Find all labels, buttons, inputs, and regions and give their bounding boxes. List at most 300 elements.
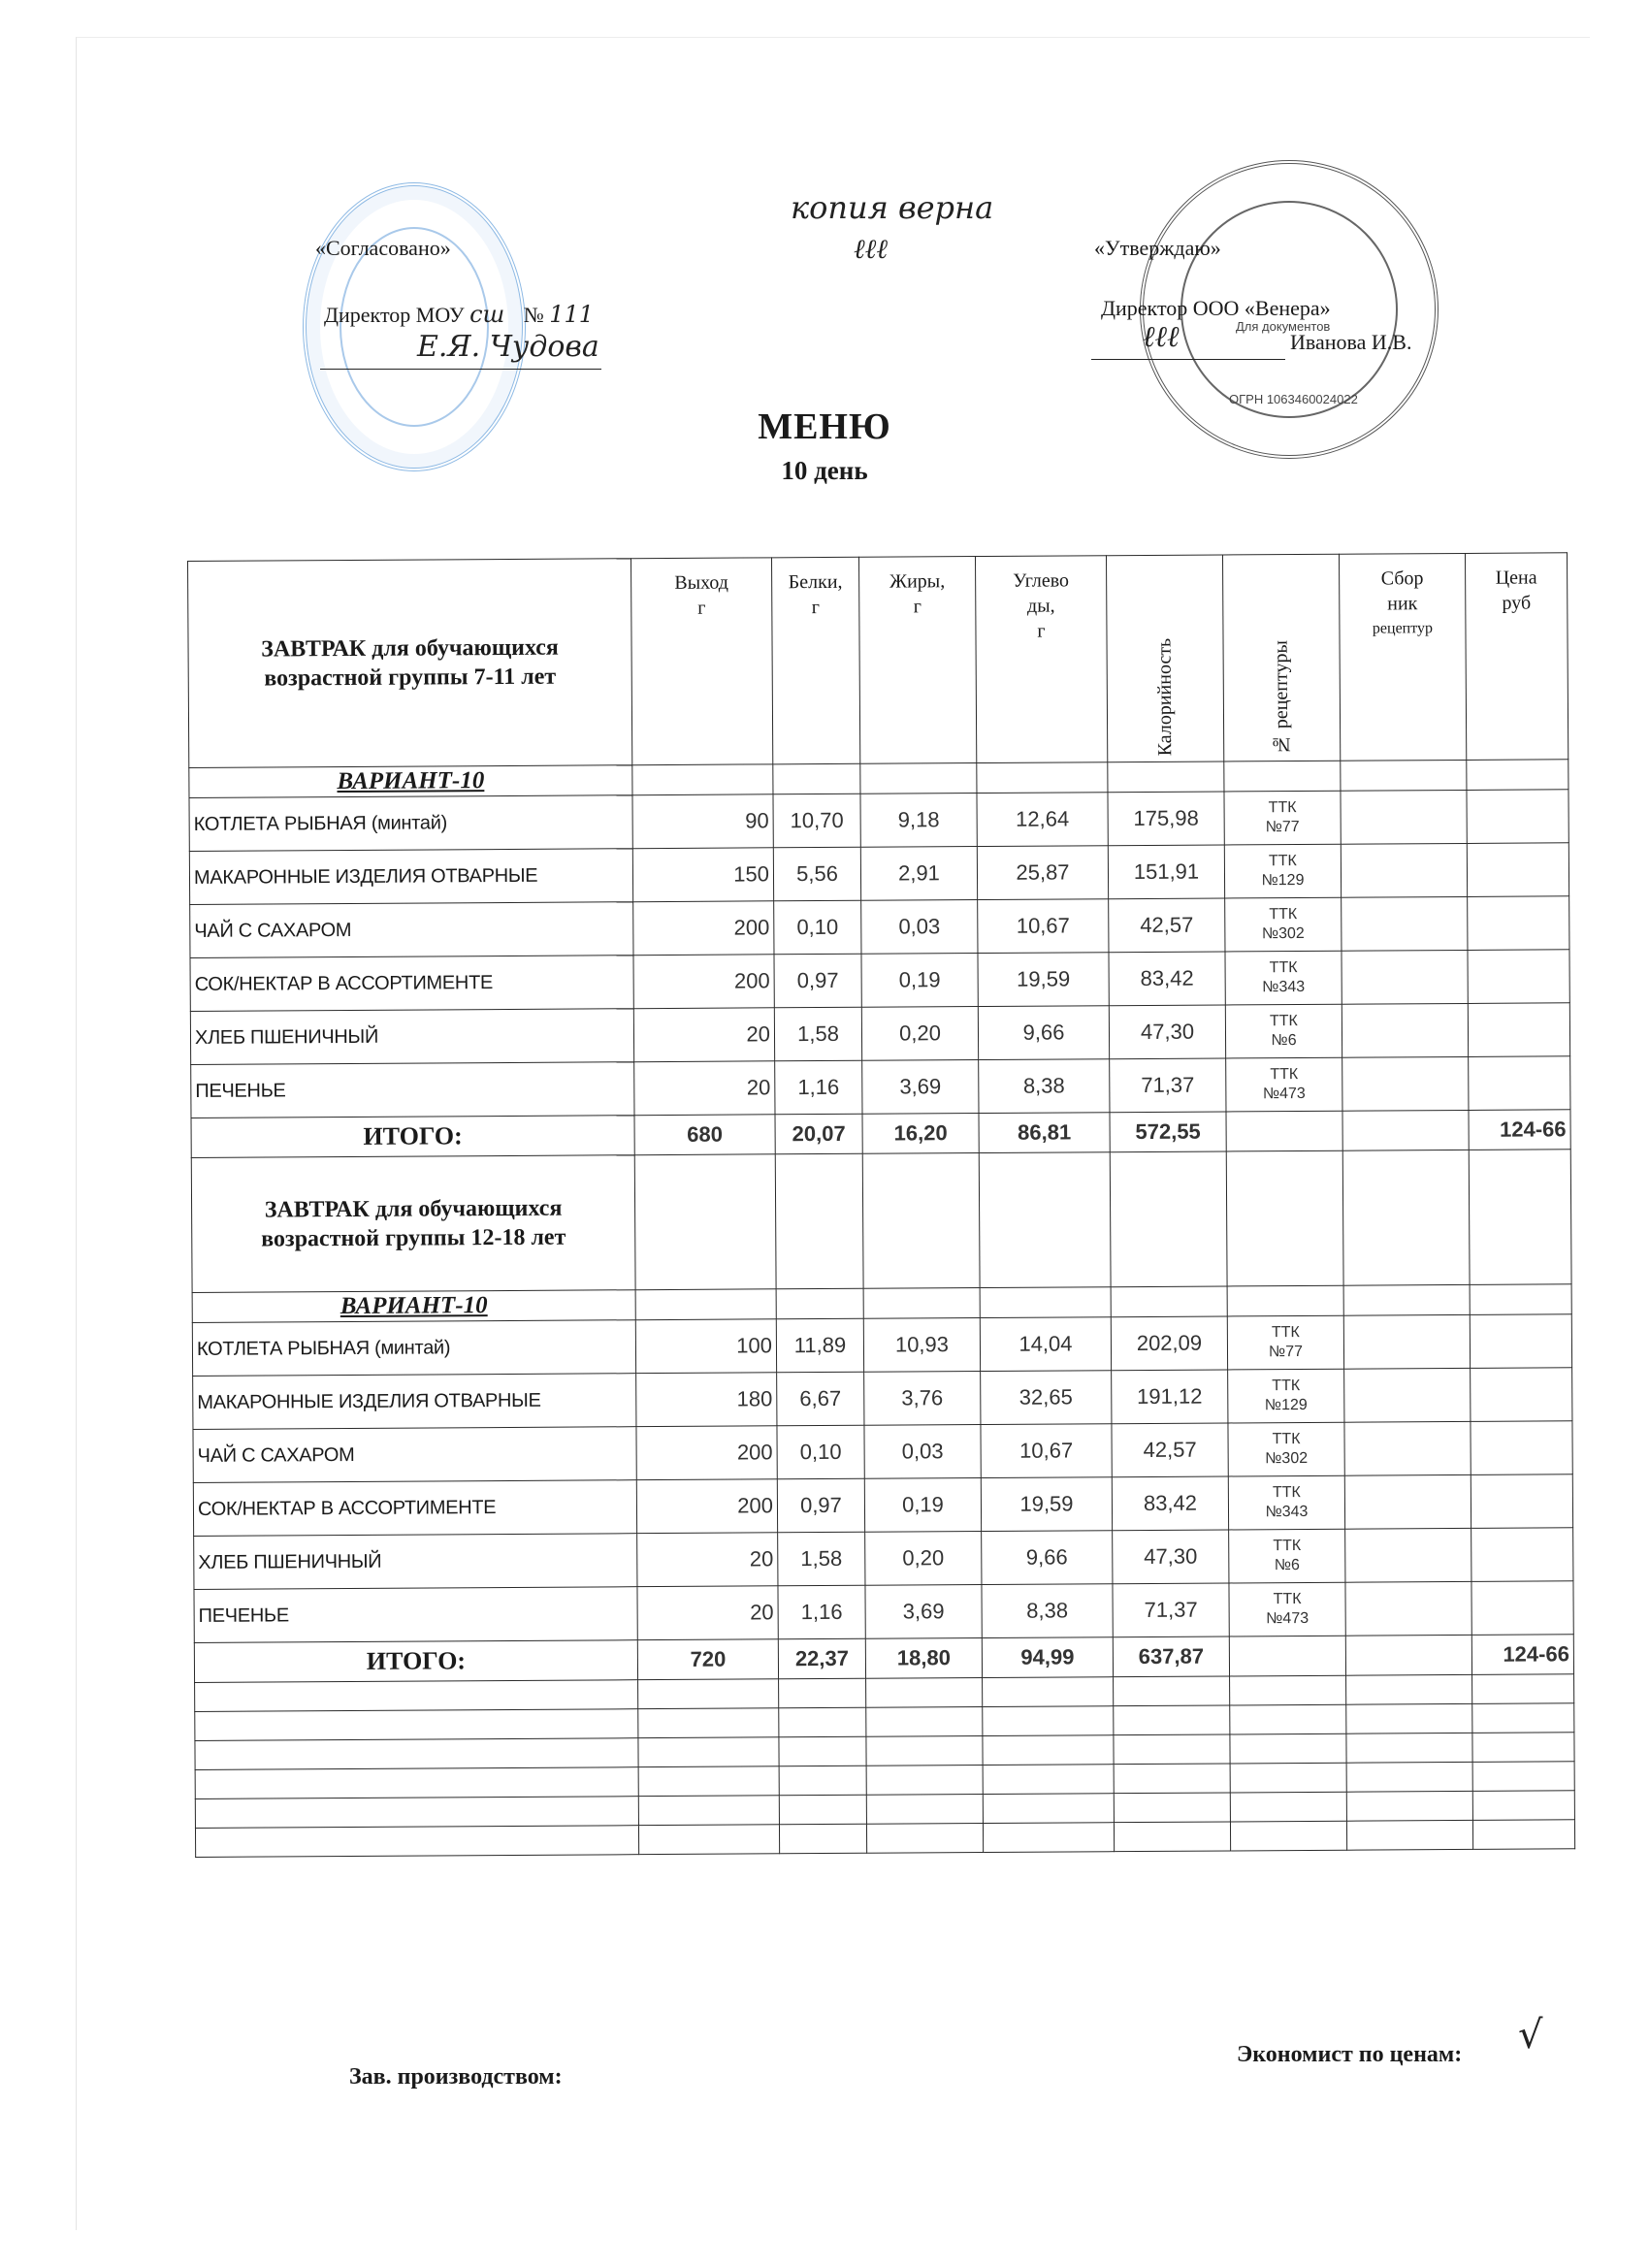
carbs-grams: 19,59 <box>978 953 1109 1007</box>
recipe-id: №129 <box>1261 871 1305 890</box>
total-protein: 20,07 <box>775 1114 862 1154</box>
empty-cell <box>635 1289 776 1320</box>
fat-grams: 9,18 <box>860 794 977 848</box>
dish-name: ХЛЕБ ПШЕНИЧНЫЙ <box>190 1009 633 1065</box>
col-header-recipe-collection <box>1339 553 1466 761</box>
recipe-collection <box>1342 896 1468 951</box>
empty-cell <box>775 1153 863 1289</box>
total-output: 720 <box>637 1639 778 1680</box>
recipe-type: ТТК <box>1271 1324 1300 1342</box>
stamp-small-text: Для документов <box>1236 319 1331 334</box>
empty-cell <box>866 1766 983 1796</box>
output-grams: 20 <box>634 1061 775 1116</box>
empty-cell <box>977 762 1108 794</box>
protein-grams: 10,70 <box>773 794 860 848</box>
price <box>1467 790 1568 844</box>
empty-cell <box>632 764 773 795</box>
dish-name: ХЛЕБ ПШЕНИЧНЫЙ <box>194 1534 637 1590</box>
output-grams: 90 <box>632 794 773 849</box>
table-row <box>191 1056 1570 1118</box>
fat-grams: 3,69 <box>862 1060 979 1115</box>
recipe-number <box>1228 1422 1344 1476</box>
fat-grams: 0,03 <box>864 1425 981 1479</box>
recipe-collection <box>1344 1421 1471 1475</box>
fat-grams: 0,20 <box>865 1532 982 1586</box>
header-text: Углево <box>1013 569 1070 592</box>
position-prefix: Директор МОУ <box>324 303 465 327</box>
empty-cell <box>866 1707 983 1737</box>
empty-rows <box>195 1674 1575 1858</box>
carbs-grams: 25,87 <box>977 846 1108 900</box>
empty-cell <box>866 1678 983 1708</box>
price <box>1471 1368 1572 1422</box>
position-handwritten: сш <box>469 301 505 328</box>
recipe-number <box>1225 951 1342 1005</box>
section-1-title <box>188 559 632 768</box>
calories: 42,57 <box>1112 1423 1228 1477</box>
recipe-collection <box>1342 1003 1468 1057</box>
calories: 47,30 <box>1109 1005 1225 1059</box>
dish-name: ЧАЙ С САХАРОМ <box>190 902 633 958</box>
empty-cell <box>779 1707 866 1737</box>
empty-cell <box>195 1680 638 1712</box>
output-grams: 180 <box>636 1373 777 1427</box>
protein-grams: 1,58 <box>778 1532 865 1586</box>
empty-cell <box>1342 1150 1470 1285</box>
empty-cell <box>638 1737 779 1767</box>
empty-cell <box>983 1677 1114 1707</box>
carbs-grams: 10,67 <box>978 899 1109 954</box>
recipe-collection <box>1341 843 1467 897</box>
protein-grams: 1,16 <box>778 1585 865 1639</box>
protein-grams: 0,10 <box>777 1425 864 1479</box>
recipe-type: ТТК <box>1269 959 1298 977</box>
header-text: Сбор <box>1380 567 1424 590</box>
total-carbs: 94,99 <box>982 1637 1113 1678</box>
header-text: ды, <box>1026 595 1055 617</box>
recipe-type: ТТК <box>1273 1591 1302 1608</box>
empty-cell <box>1469 1150 1571 1285</box>
empty-cell <box>773 763 860 794</box>
empty-cell <box>1343 1284 1470 1315</box>
recipe-id: №77 <box>1268 1343 1304 1361</box>
empty-cell <box>638 1766 779 1797</box>
recipe-id: №77 <box>1265 819 1300 836</box>
price <box>1471 1581 1573 1636</box>
output-grams: 20 <box>637 1586 778 1640</box>
empty-cell <box>1341 760 1467 791</box>
empty-cell <box>1342 1110 1469 1150</box>
empty-cell <box>1346 1762 1472 1792</box>
calories: 175,98 <box>1108 792 1224 846</box>
dish-name: СОК/НЕКТАР В АССОРТИМЕНТЕ <box>193 1480 636 1537</box>
fat-grams: 3,76 <box>864 1372 981 1426</box>
calories: 151,91 <box>1108 845 1224 899</box>
empty-cell <box>638 1708 779 1738</box>
header-text: № рецептуры <box>1270 639 1293 756</box>
calories: 71,37 <box>1113 1583 1229 1637</box>
price <box>1468 1003 1569 1057</box>
recipe-id: №6 <box>1271 1032 1297 1050</box>
empty-cell <box>638 1679 779 1709</box>
recipe-type: ТТК <box>1272 1377 1301 1395</box>
recipe-number <box>1229 1582 1345 1636</box>
fat-grams: 3,69 <box>865 1585 982 1639</box>
section-2-header-row <box>191 1150 1571 1293</box>
total-fat: 18,80 <box>865 1638 982 1679</box>
carbs-grams: 9,66 <box>982 1531 1113 1585</box>
empty-cell <box>1224 761 1341 792</box>
recipe-collection <box>1345 1581 1471 1636</box>
col-header-carbs <box>975 556 1107 763</box>
empty-cell <box>980 1287 1111 1318</box>
carbs-grams: 32,65 <box>981 1371 1112 1425</box>
recipe-id: №302 <box>1261 924 1305 943</box>
section-title-line: возрастной группы 12-18 лет <box>261 1224 566 1252</box>
header-text: рецептур <box>1372 620 1434 637</box>
document-subtitle: 10 день <box>781 456 868 485</box>
calories: 83,42 <box>1112 1476 1228 1531</box>
right-signature-line <box>1091 359 1285 360</box>
empty-cell <box>866 1824 983 1854</box>
recipe-id: №302 <box>1265 1449 1309 1468</box>
fat-grams: 10,93 <box>863 1318 980 1373</box>
carbs-grams: 12,64 <box>977 793 1108 847</box>
header-text: Жиры, <box>889 570 946 593</box>
empty-cell <box>1472 1791 1574 1821</box>
recipe-collection <box>1344 1474 1471 1529</box>
output-grams: 200 <box>636 1479 777 1534</box>
empty-cell <box>1346 1820 1472 1850</box>
left-signature-line <box>320 369 601 370</box>
recipe-collection <box>1342 950 1468 1004</box>
empty-cell <box>862 1153 980 1289</box>
calories: 42,57 <box>1109 898 1225 953</box>
recipe-number <box>1225 1004 1342 1058</box>
table-row <box>189 843 1568 905</box>
fat-grams: 0,19 <box>861 954 978 1008</box>
recipe-type: ТТК <box>1272 1484 1301 1502</box>
header-text: Белки, <box>788 570 843 594</box>
dish-name: ЧАЙ С САХАРОМ <box>193 1427 636 1483</box>
price <box>1468 950 1569 1004</box>
empty-cell <box>983 1735 1114 1766</box>
protein-grams: 11,89 <box>776 1318 863 1373</box>
output-grams: 20 <box>633 1008 774 1062</box>
menu-table <box>187 552 1575 1858</box>
recipe-type: ТТК <box>1272 1431 1301 1448</box>
empty-cell <box>779 1736 866 1766</box>
recipe-id: №343 <box>1265 1503 1309 1521</box>
output-grams: 200 <box>633 901 774 956</box>
header-text: Выход <box>674 571 729 594</box>
output-grams: 200 <box>636 1426 777 1480</box>
header-text: г <box>913 596 922 618</box>
right-signature: ℓℓℓ <box>1143 320 1180 354</box>
empty-cell <box>195 1738 638 1770</box>
empty-cell <box>866 1736 983 1766</box>
stamp-ogrn: ОГРН 1063460024022 <box>1229 392 1358 406</box>
col-header-output <box>630 558 772 765</box>
empty-cell <box>1346 1791 1472 1821</box>
recipe-collection <box>1343 1314 1470 1369</box>
empty-cell <box>1111 1286 1227 1317</box>
approved-right-signer: Иванова И.В. <box>1290 330 1412 354</box>
dish-name: ПЕЧЕНЬЕ <box>194 1587 637 1643</box>
protein-grams: 6,67 <box>777 1372 864 1426</box>
empty-cell <box>860 763 977 794</box>
calories: 191,12 <box>1112 1370 1228 1424</box>
empty-cell <box>983 1794 1114 1824</box>
empty-cell <box>638 1796 779 1826</box>
table-header-row <box>188 553 1568 768</box>
dish-name: ПЕЧЕНЬЕ <box>191 1062 634 1118</box>
empty-cell <box>1227 1285 1343 1316</box>
total-price: 124-66 <box>1471 1635 1573 1675</box>
header-text: Калорийность <box>1153 637 1177 756</box>
recipe-number <box>1224 844 1341 898</box>
empty-cell <box>1230 1733 1346 1764</box>
col-header-protein <box>771 557 859 764</box>
recipe-type: ТТК <box>1273 1538 1302 1555</box>
footer-production-manager: Зав. производством: <box>349 2064 563 2090</box>
dish-name: МАКАРОННЫЕ ИЗДЕЛИЯ ОТВАРНЫЕ <box>189 849 632 905</box>
recipe-id: №343 <box>1262 978 1306 996</box>
output-grams: 20 <box>637 1533 778 1587</box>
number-prefix: № <box>523 303 544 327</box>
recipe-type: ТТК <box>1268 853 1297 870</box>
variant-label: ВАРИАНТ-10 <box>192 1290 635 1323</box>
empty-cell <box>1472 1762 1574 1792</box>
price <box>1470 1314 1571 1369</box>
total-output: 680 <box>634 1115 775 1155</box>
dish-name: КОТЛЕТА РЫБНАЯ (минтай) <box>189 795 632 852</box>
section-2-title <box>191 1155 635 1293</box>
total-calories: 637,87 <box>1113 1636 1229 1677</box>
number-handwritten: 111 <box>549 301 595 328</box>
approved-left-label: «Согласовано» <box>315 236 451 260</box>
empty-cell <box>1472 1733 1574 1763</box>
table-row <box>194 1581 1573 1643</box>
header-text: г <box>1037 620 1046 642</box>
carbs-grams: 8,38 <box>982 1584 1113 1638</box>
recipe-id: №473 <box>1266 1609 1310 1628</box>
recipe-type: ТТК <box>1270 1066 1299 1084</box>
price <box>1467 843 1568 897</box>
header-text: Цена <box>1495 567 1537 589</box>
protein-grams: 1,16 <box>775 1060 862 1115</box>
empty-cell <box>979 1152 1111 1288</box>
recipe-collection <box>1341 790 1467 844</box>
price <box>1471 1474 1572 1529</box>
empty-cell <box>1114 1705 1230 1735</box>
total-price: 124-66 <box>1469 1110 1570 1150</box>
protein-grams: 0,97 <box>774 954 861 1008</box>
table-row <box>193 1368 1572 1430</box>
empty-cell <box>195 1797 638 1829</box>
fat-grams: 2,91 <box>860 847 977 901</box>
table-row <box>193 1421 1572 1483</box>
calories: 202,09 <box>1111 1316 1227 1371</box>
recipe-number <box>1226 1057 1342 1112</box>
empty-cell <box>1114 1734 1230 1765</box>
section-title-line: возрастной группы 7-11 лет <box>264 664 557 692</box>
protein-grams: 0,97 <box>777 1478 864 1533</box>
carbs-grams: 8,38 <box>979 1059 1110 1114</box>
carbs-grams: 14,04 <box>980 1317 1111 1372</box>
calories: 83,42 <box>1109 952 1225 1006</box>
total-label: ИТОГО: <box>191 1116 634 1158</box>
empty-cell <box>779 1678 866 1708</box>
empty-cell <box>983 1765 1114 1795</box>
output-grams: 100 <box>635 1319 776 1374</box>
recipe-number <box>1228 1475 1344 1530</box>
empty-cell <box>1114 1822 1230 1852</box>
empty-cell <box>1230 1704 1346 1734</box>
header-text: руб <box>1502 592 1532 614</box>
recipe-id: №129 <box>1264 1396 1308 1414</box>
empty-cell <box>1470 1284 1571 1315</box>
col-header-price <box>1465 553 1568 761</box>
section-7-11 <box>189 760 1570 1158</box>
empty-cell <box>1346 1733 1472 1763</box>
empty-cell <box>1226 1150 1343 1286</box>
empty-cell <box>983 1823 1114 1853</box>
empty-cell <box>1346 1703 1472 1733</box>
table-row <box>192 1314 1571 1377</box>
empty-cell <box>1472 1674 1574 1704</box>
recipe-number <box>1228 1369 1344 1423</box>
output-grams: 200 <box>633 955 774 1009</box>
total-fat: 16,20 <box>862 1114 979 1154</box>
certified-copy-signature: ℓℓℓ <box>854 233 888 265</box>
price <box>1468 896 1569 951</box>
carbs-grams: 19,59 <box>981 1477 1112 1532</box>
empty-cell <box>1230 1792 1346 1822</box>
empty-cell <box>1108 761 1224 793</box>
approved-right-position: Директор ООО «Венера» <box>1101 296 1331 320</box>
recipe-number <box>1224 791 1341 845</box>
total-carbs: 86,81 <box>979 1113 1110 1153</box>
dish-name: КОТЛЕТА РЫБНАЯ (минтай) <box>192 1320 635 1377</box>
empty-cell <box>863 1288 980 1319</box>
empty-cell <box>1114 1793 1230 1823</box>
recipe-number <box>1227 1315 1343 1370</box>
recipe-type: ТТК <box>1269 1013 1298 1030</box>
recipe-number <box>1225 897 1342 952</box>
certified-copy-note: копия верна <box>791 189 994 226</box>
footer-price-economist: Экономист по ценам: <box>1237 2042 1463 2067</box>
empty-cell <box>1346 1674 1472 1704</box>
empty-cell <box>983 1706 1114 1736</box>
table-row <box>193 1474 1572 1537</box>
fat-grams: 0,20 <box>861 1007 978 1061</box>
left-signature: Е.Я. Чудова <box>417 330 599 364</box>
empty-cell <box>1345 1635 1471 1675</box>
empty-cell <box>195 1826 638 1858</box>
header-text: г <box>697 597 706 619</box>
dish-name: СОК/НЕКТАР В АССОРТИМЕНТЕ <box>190 956 633 1012</box>
price <box>1469 1056 1570 1111</box>
total-protein: 22,37 <box>778 1638 865 1679</box>
col-header-recipe-number <box>1222 554 1340 761</box>
table-row <box>194 1528 1573 1590</box>
empty-cell <box>1472 1703 1574 1733</box>
empty-cell <box>1114 1676 1230 1706</box>
empty-cell <box>866 1795 983 1825</box>
protein-grams: 5,56 <box>773 847 860 901</box>
empty-cell <box>195 1767 638 1799</box>
recipe-collection <box>1344 1368 1471 1422</box>
variant-label: ВАРИАНТ-10 <box>189 765 632 798</box>
table-row <box>190 950 1569 1012</box>
empty-cell <box>779 1824 866 1854</box>
empty-cell <box>638 1825 779 1855</box>
empty-cell <box>779 1766 866 1796</box>
header-text: г <box>811 597 820 619</box>
col-header-fat <box>858 557 976 764</box>
col-header-calories <box>1106 555 1223 762</box>
table-row <box>189 790 1568 852</box>
carbs-grams: 9,66 <box>978 1006 1109 1060</box>
recipe-collection <box>1342 1056 1469 1111</box>
approved-right-label: «Утверждаю» <box>1094 236 1221 260</box>
section-title-line: ЗАВТРАК для обучающихся <box>264 1195 563 1223</box>
economist-signature: √ <box>1518 2013 1543 2057</box>
recipe-type: ТТК <box>1269 906 1298 923</box>
document-title: МЕНЮ <box>758 406 891 447</box>
protein-grams: 0,10 <box>774 900 861 955</box>
empty-cell <box>1230 1821 1346 1851</box>
fat-grams: 0,03 <box>861 900 978 955</box>
fat-grams: 0,19 <box>864 1478 981 1533</box>
calories: 71,37 <box>1110 1058 1226 1113</box>
table-row <box>190 1003 1569 1065</box>
empty-cell <box>1467 760 1568 791</box>
output-grams: 150 <box>632 848 773 902</box>
section-12-18 <box>192 1284 1573 1683</box>
empty-cell <box>634 1154 776 1290</box>
approved-left-position <box>324 301 594 328</box>
recipe-number <box>1229 1529 1345 1583</box>
empty-cell <box>1230 1675 1346 1705</box>
empty-cell <box>779 1795 866 1825</box>
protein-grams: 1,58 <box>774 1007 861 1061</box>
dish-name: МАКАРОННЫЕ ИЗДЕЛИЯ ОТВАРНЫЕ <box>193 1374 636 1430</box>
empty-cell <box>1110 1151 1227 1287</box>
price <box>1471 1421 1572 1475</box>
table-row <box>190 896 1569 958</box>
price <box>1471 1528 1573 1582</box>
recipe-collection <box>1345 1528 1471 1582</box>
recipe-id: №473 <box>1262 1085 1306 1103</box>
section-title-line: ЗАВТРАК для обучающихся <box>261 634 559 663</box>
total-label: ИТОГО: <box>194 1640 637 1683</box>
total-calories: 572,55 <box>1110 1112 1226 1152</box>
carbs-grams: 10,67 <box>981 1424 1112 1478</box>
recipe-type: ТТК <box>1268 799 1297 817</box>
empty-cell <box>1230 1763 1346 1793</box>
empty-cell <box>1229 1636 1345 1676</box>
empty-cell <box>1114 1764 1230 1794</box>
calories: 47,30 <box>1113 1530 1229 1584</box>
header-text: ник <box>1387 593 1418 615</box>
empty-cell <box>195 1709 638 1741</box>
empty-cell <box>1472 1820 1574 1850</box>
empty-cell <box>776 1288 863 1319</box>
empty-cell <box>1226 1111 1342 1151</box>
recipe-id: №6 <box>1274 1557 1300 1574</box>
